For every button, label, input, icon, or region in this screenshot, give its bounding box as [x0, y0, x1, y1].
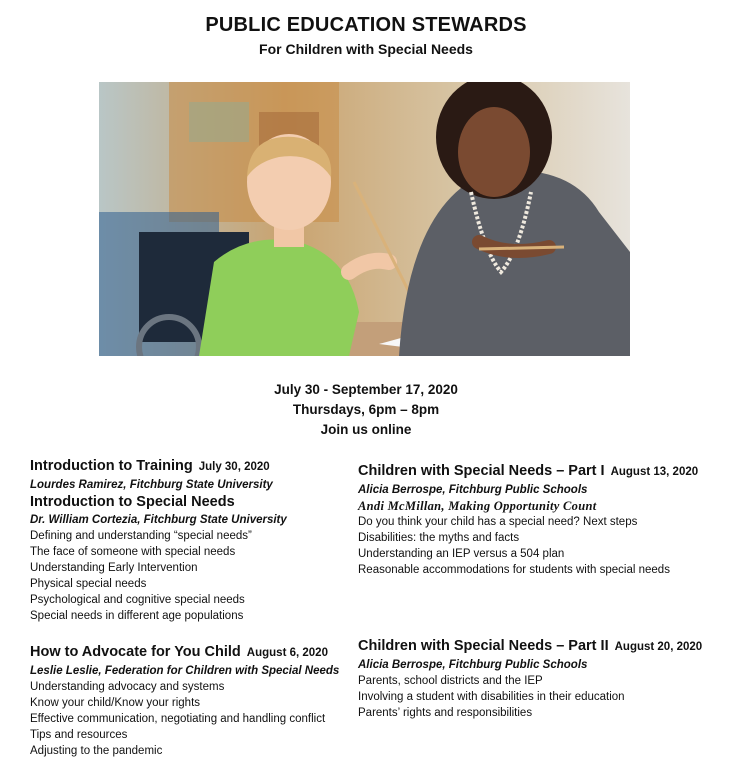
- time-slot: Thursdays, 6pm – 8pm: [292, 402, 440, 417]
- session-speaker: Andi McMillan, Making Opportunity Count: [358, 499, 597, 513]
- session-speaker: Dr. William Cortezia, Fitchburg State University: [30, 514, 287, 526]
- session-title: Introduction to Training July 30, 2020: [30, 458, 270, 474]
- join-online: Join us online: [320, 422, 412, 437]
- page-title: PUBLIC EDUCATION STEWARDS: [205, 14, 527, 36]
- session-special-needs-part2: [358, 637, 718, 721]
- session-intro-training: [30, 457, 340, 493]
- list-item: Adjusting to the pandemic: [30, 745, 163, 757]
- list-item: Know your child/Know your rights: [30, 697, 201, 709]
- list-item: Do you think your child has a special need? Next steps: [358, 516, 638, 528]
- list-item: Parents’ rights and responsibilities: [358, 707, 533, 719]
- list-item: Physical special needs: [30, 578, 147, 590]
- list-item: Defining and understanding “special needs”: [30, 530, 252, 542]
- date-range: July 30 - September 17, 2020: [274, 382, 458, 397]
- list-item: Disabilities: the myths and facts: [358, 532, 520, 544]
- session-speaker: Lourdes Ramirez, Fitchburg State University: [30, 479, 273, 491]
- page-subtitle: For Children with Special Needs: [259, 41, 473, 57]
- session-date: August 20, 2020: [614, 641, 703, 653]
- list-item: Understanding an IEP versus a 504 plan: [358, 548, 565, 560]
- list-item: Understanding advocacy and systems: [30, 681, 225, 693]
- list-item: Understanding Early Intervention: [30, 562, 198, 574]
- list-item: Parents, school districts and the IEP: [358, 675, 543, 687]
- list-item: Reasonable accommodations for students with special needs: [358, 564, 670, 576]
- list-item: The face of someone with special needs: [30, 546, 236, 558]
- session-special-needs-part1: [358, 462, 718, 578]
- list-item: Special needs in different age populations: [30, 610, 244, 622]
- session-advocate: [30, 643, 340, 759]
- session-title: Children with Special Needs – Part II August 20, 2020: [358, 638, 703, 654]
- list-item: Psychological and cognitive special needs: [30, 594, 245, 606]
- session-date: August 6, 2020: [246, 647, 328, 659]
- session-speaker: Alicia Berrospe, Fitchburg Public Schools: [358, 659, 588, 671]
- session-date: August 13, 2020: [610, 466, 699, 478]
- session-date: July 30, 2020: [198, 461, 270, 473]
- session-speaker: Leslie Leslie, Federation for Children with Special Needs: [30, 665, 340, 677]
- session-speaker: Alicia Berrospe, Fitchburg Public Schools: [358, 484, 588, 496]
- session-title: Children with Special Needs – Part I August 13, 2020: [358, 463, 699, 479]
- schedule-block: [0, 380, 732, 440]
- session-title: Introduction to Special Needs: [30, 494, 235, 510]
- hero-photo: [99, 82, 630, 356]
- session-title: How to Advocate for You Child August 6, 2020: [30, 644, 328, 660]
- session-intro-special-needs: [30, 493, 340, 624]
- list-item: Involving a student with disabilities in their education: [358, 691, 625, 703]
- list-item: Tips and resources: [30, 729, 128, 741]
- list-item: Effective communication, negotiating and handling conflict: [30, 713, 326, 725]
